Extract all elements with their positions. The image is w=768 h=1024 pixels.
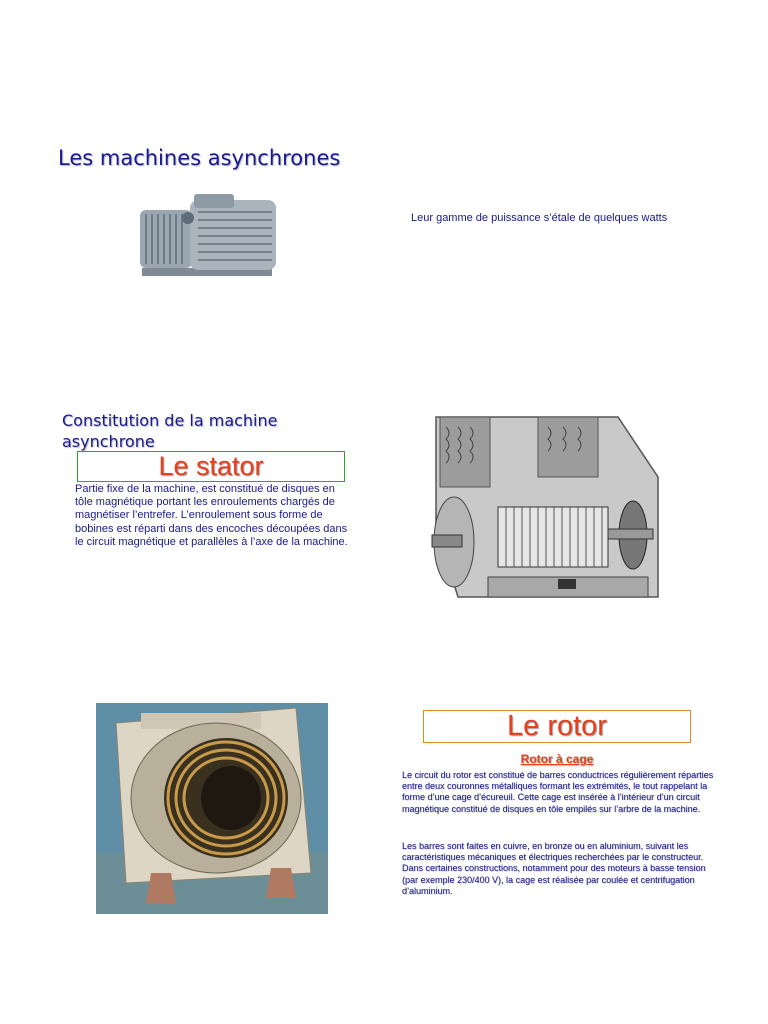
motor-photo: [132, 188, 280, 288]
rotor-subheading: Rotor à cage: [520, 752, 594, 766]
rotor-heading: Le rotor: [423, 710, 691, 743]
motor-cutaway-illustration: [428, 407, 684, 615]
stator-heading: Le stator: [77, 451, 345, 482]
stator-photo: [96, 703, 328, 914]
power-range-text: Leur gamme de puissance s’étale de quelques watts: [411, 212, 668, 224]
rotor-paragraph-2: Les barres sont faites en cuivre, en bronze ou en aluminium, suivant les caractéristiques mécaniques et électriques recherchées par le constructeur. Dans certaines constructions, notamment pour des moteurs à basse tension (par exemple 230/400 V), la cage est réalisée par coulée et centrifugation d’aluminium.: [402, 841, 706, 896]
rotor-paragraph-1: Le circuit du rotor est constitué de barres conductrices régulièrement réparties entre deux couronnes métalliques formant les extrémités, le tout rappelant la forme d’une cage d’écureuil. Cette cage est insérée à l’intérieur d’un circuit magnétique constitué de disques en tôle empilés sur l’arbre de la machine.: [402, 770, 714, 814]
page-title: Les machines asynchrones: [58, 146, 341, 170]
stator-description: Partie fixe de la machine, est constitué de disques en tôle magnétique portant les enroulements chargés de magnétiser l’entrefer. L’enroulement sous forme de bobines est réparti dans des encoches découpées dans le circuit magnétique et parallèles à l’axe de la machine.: [75, 483, 348, 548]
section-heading: Constitution de la machine asynchrone: [62, 411, 278, 451]
